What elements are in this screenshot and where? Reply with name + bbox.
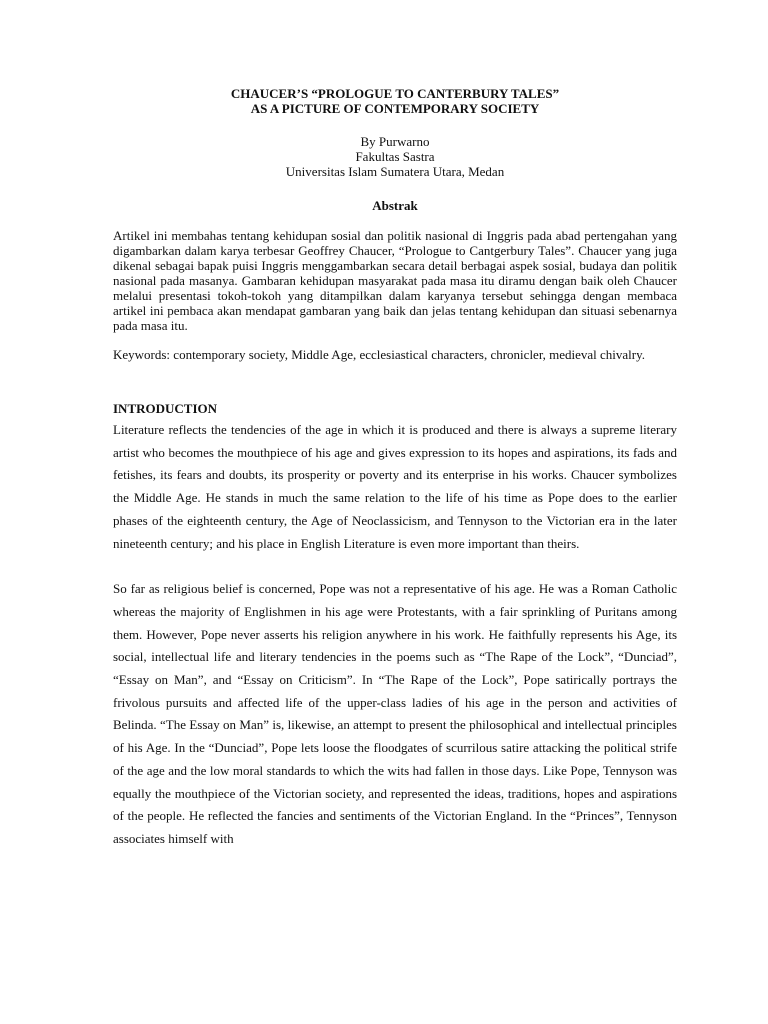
title-line-2: AS A PICTURE OF CONTEMPORARY SOCIETY — [250, 101, 540, 116]
introduction-heading: INTRODUCTION — [113, 401, 218, 416]
author-block — [113, 134, 677, 179]
title-line-1: CHAUCER’S “PROLOGUE TO CANTERBURY TALES” — [230, 86, 560, 101]
author-name: By Purwarno — [360, 134, 430, 149]
intro-paragraph-2: So far as religious belief is concerned, Pope was not a representative of his age. He was a Roman Catholic whereas the majority of Englishmen in his age were Protestants, with a fair sprinkling of Puritans among them. However, Pope never asserts his religion anywhere in his work. He faithfully represents his Age, its social, intellectual life and literary tendencies in the poems such as “The Rape of the Lock”, “Dunciad”, “Essay on Man”, and “Essay on Criticism”. In “The Rape of the Lock”, Pope satirically portrays the frivolous pursuits and affected life of the upper-class ladies of his age in the person and activities of Belinda. “The Essay on Man” is, likewise, an attempt to present the philosophical and intellectual principles of his Age. In the “Dunciad”, Pope lets loose the floodgates of scurrilous satire attacking the political strife of the age and the low moral standards to which the wits had fallen in those days. Like Pope, Tennyson was equally the mouthpiece of the Victorian society, and represented the ideas, traditions, hopes and aspirations of the people. He reflected the fancies and sentiments of the Victorian England. In the “Princes”, Tennyson associates himself with — [113, 581, 677, 846]
keywords: Keywords: contemporary society, Middle Age, ecclesiastical characters, chronicler, medieval chivalry. — [113, 347, 646, 362]
intro-paragraph-1: Literature reflects the tendencies of the age in which it is produced and there is always a supreme literary artist who becomes the mouthpiece of his age and gives expression to its hopes and aspirations, its fads and fetishes, its fears and doubts, its prosperity or poverty and its enterprise in his works. Chaucer symbolizes the Middle Age. He stands in much the same relation to the life of his time as Pope does to the earlier phases of the eighteenth century, the Age of Neoclassicism, and Tennyson to the Victorian era in the later nineteenth century; and his place in English Literature is even more important than theirs. — [113, 422, 677, 551]
abstract-text: Artikel ini membahas tentang kehidupan sosial dan politik nasional di Inggris pada abad pertengahan yang digambarkan dalam karya terbesar Geoffrey Chaucer, “Prologue to Cantgerbury Tales”. Chaucer yang juga dikenal sebagai bapak puisi Inggris menggambarkan secara detail berbagai aspek sosial, budaya dan politik nasional pada masanya. Gambaran kehidupan masyarakat pada masa itu diramu dengan baik oleh Chaucer melalui presentasi tokoh-tokoh yang ditampilkan dalam karyanya tersebut sehingga dengan membaca artikel ini pembaca akan mendapat gambaran yang baik dan jelas tentang kehidupan dan situasi sebenarnya pada masa itu. — [113, 228, 677, 333]
abstract-heading: Abstrak — [372, 198, 418, 213]
paper-title — [113, 86, 677, 116]
author-university: Universitas Islam Sumatera Utara, Medan — [285, 164, 505, 179]
author-faculty: Fakultas Sastra — [355, 149, 435, 164]
paper-page — [113, 86, 677, 851]
